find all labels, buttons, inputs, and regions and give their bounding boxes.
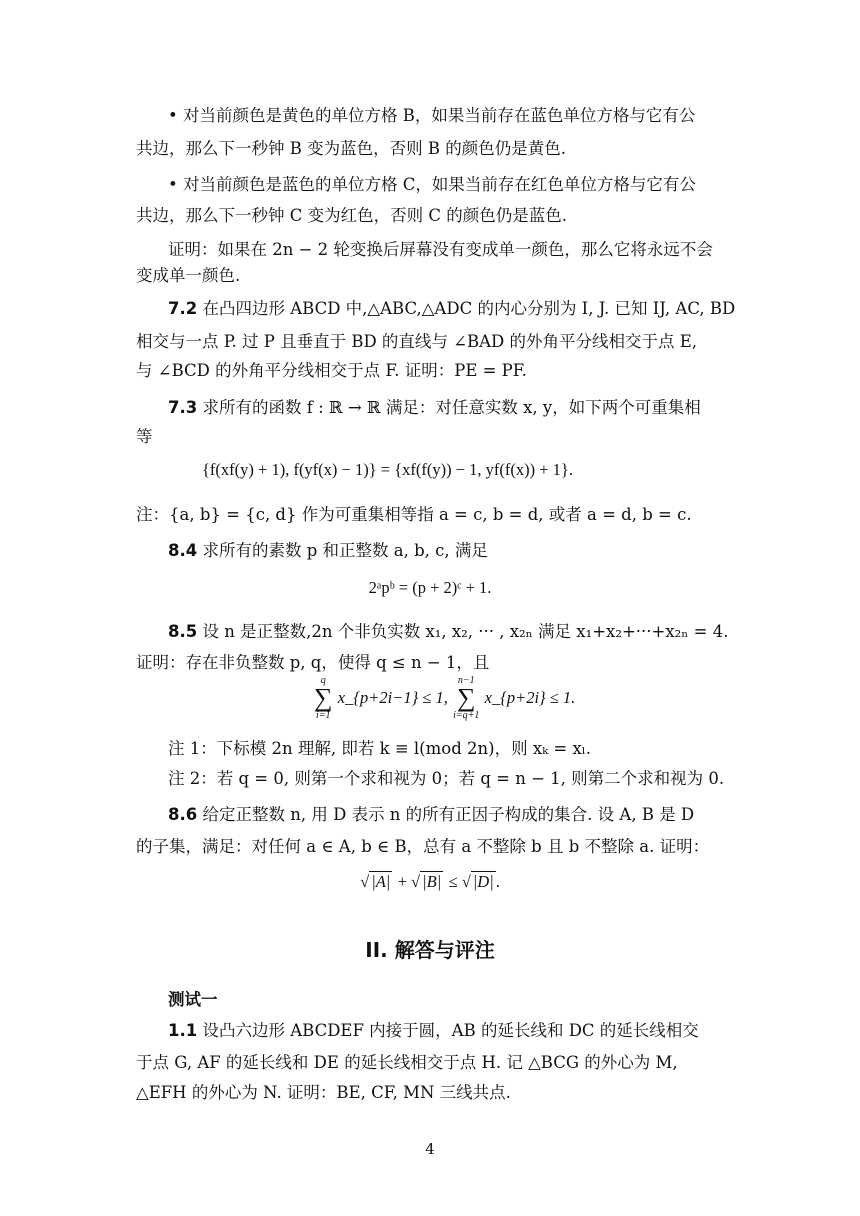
note: 注：{a, b} = {c, d} 作为可重集相等指 a = c, b = d, 或者 a = d, b = c. [136,505,692,524]
paragraph-line: 与 ∠BCD 的外角平分线相交于点 F. 证明：PE = PF. [136,361,527,380]
problem-number: 1.1 [168,1021,198,1040]
problem-text: 设 n 是正整数,2n 个非负实数 x₁, x₂, ··· , x₂ₙ 满足 x₁+x₂+···+x₂ₙ = 4. [202,622,729,641]
subsection-heading: 测试一 [168,990,218,1009]
sqrt-d: |D| [472,872,494,891]
paragraph-line: • 对当前颜色是黄色的单位方格 B，如果当前存在蓝色单位方格与它有公 [168,106,696,125]
note: 注 1：下标模 2n 理解, 即若 k ≡ l(mod 2n)，则 xₖ = xₗ. [168,739,592,758]
paragraph-line: 的子集，满足：对任何 a ∈ A, b ∈ B，总有 a 不整除 b 且 b 不整除 a. 证明： [136,837,710,856]
note: 注 2：若 q = 0, 则第一个求和视为 0；若 q = n − 1, 则第二个求和视为 0. [168,769,725,788]
problem-1-1 [168,1020,699,1042]
sum-equation [314,675,575,721]
problem-number: 8.6 [168,805,198,824]
problem-text: 求所有的函数 f : ℝ → ℝ 满足：对任意实数 x, y，如下两个可重集相 [202,398,701,417]
problem-number: 8.5 [168,622,198,641]
page-number: 4 [425,1140,435,1158]
sum-term: x_{p+2i−1} ≤ 1, [337,688,448,707]
problem-text: 给定正整数 n, 用 D 表示 n 的所有正因子构成的集合. 设 A, B 是 D [202,805,695,824]
problem-number: 7.2 [168,299,198,318]
sum-term: x_{p+2i} ≤ 1. [484,688,576,707]
paragraph-line: 相交与一点 P. 过 P 且垂直于 BD 的直线与 ∠BAD 的外角平分线相交于点 E, [136,332,698,351]
problem-8-5 [168,621,728,643]
problem-7-2 [168,298,735,320]
problem-text: 设凸六边形 ABCDEF 内接于圆，AB 的延长线和 DC 的延长线相交 [202,1021,699,1040]
problem-7-3 [168,397,701,419]
paragraph-line: 变成单一颜色. [136,266,241,285]
sqrt-b: |B| [422,872,442,891]
problem-8-6 [168,804,694,826]
sum-operator: q ∑ i=1 [314,675,333,721]
problem-number: 8.4 [168,541,198,560]
paragraph-line: 共边，那么下一秒钟 B 变为蓝色，否则 B 的颜色仍是黄色. [136,139,566,158]
section-heading: II. 解答与评注 [365,938,495,962]
paragraph-line: 证明：存在非负整数 p, q，使得 q ≤ n − 1，且 [136,653,490,672]
paragraph-line: △EFH 的外心为 N. 证明：BE, CF, MN 三线共点. [136,1083,511,1102]
display-equation: √ |A| + √ |B| ≤ √ |D| . [360,872,500,891]
paragraph-line: 等 [136,427,153,446]
display-equation: 2ᵃpᵇ = (p + 2)ᶜ + 1. [368,578,492,597]
problem-text: 求所有的素数 p 和正整数 a, b, c, 满足 [202,541,488,560]
sum-operator: n−1 ∑ i=q+1 [453,675,480,721]
paragraph-line: • 对当前颜色是蓝色的单位方格 C，如果当前存在红色单位方格与它有公 [168,175,696,194]
problem-8-4 [168,540,488,562]
sqrt-a: |A| [371,872,391,891]
paragraph-line: 证明：如果在 2n − 2 轮变换后屏幕没有变成单一颜色，那么它将永远不会 [168,240,713,259]
problem-text: 在凸四边形 ABCD 中,△ABC,△ADC 的内心分别为 I, J. 已知 IJ, AC, BD [202,299,736,318]
paragraph-line: 共边，那么下一秒钟 C 变为红色，否则 C 的颜色仍是蓝色. [136,206,567,225]
paragraph-line: 于点 G, AF 的延长线和 DE 的延长线相交于点 H. 记 △BCG 的外心为 M, [136,1053,678,1072]
problem-number: 7.3 [168,398,198,417]
display-equation: {f(xf(y) + 1), f(yf(x) − 1)} = {xf(f(y)) − 1, yf(f(x)) + 1}. [202,460,573,479]
